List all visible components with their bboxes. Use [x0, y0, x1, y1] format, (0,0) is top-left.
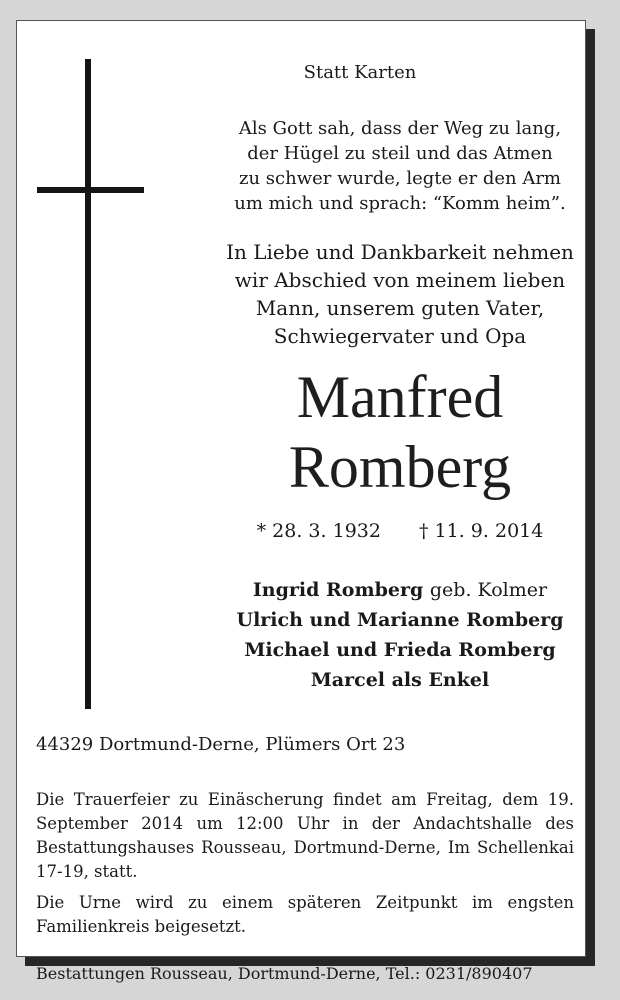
poem-line: um mich und sprach: “Komm heim”.: [234, 193, 566, 214]
urn-paragraph: Die Urne wird zu einem späteren Zeitpunkt im engsten Familienkreis beigesetzt.: [36, 893, 574, 936]
mourners-list: [180, 575, 620, 695]
wife-name: Ingrid Romberg: [252, 579, 424, 601]
intro-line: Schwiegervater und Opa: [273, 324, 527, 348]
mourner-line: Marcel als Enkel: [310, 669, 490, 691]
death-date: † 11. 9. 2014: [419, 520, 544, 542]
footer-divider: [16, 957, 586, 958]
last-name: Romberg: [288, 434, 512, 500]
intro-line: In Liebe und Dankbarkeit nehmen: [226, 240, 574, 264]
cross-vertical-bar: [85, 59, 91, 709]
mourner-line: Ulrich und Marianne Romberg: [236, 609, 564, 631]
intro-line: wir Abschied von meinem lieben: [234, 268, 566, 292]
family-address: 44329 Dortmund-Derne, Plümers Ort 23: [36, 734, 406, 755]
intro-text: [180, 238, 620, 350]
wife-birth-name: geb. Kolmer: [429, 579, 548, 601]
cross-horizontal-bar: [37, 187, 144, 193]
deceased-name: [180, 362, 620, 502]
ceremony-paragraph: Die Trauerfeier zu Einäscherung findet am Freitag, dem 19. September 2014 um 12:00 Uhr in der Andachtshalle des Bestattungshauses Rousseau, Dortmund-Derne, Im Schellenkai 17-19, statt.: [36, 790, 574, 881]
mourner-wife: [180, 575, 620, 605]
poem-line: zu schwer wurde, legte er den Arm: [239, 168, 561, 189]
poem-line: der Hügel zu steil und das Atmen: [247, 143, 553, 164]
intro-line: Mann, unserem guten Vater,: [255, 296, 545, 320]
poem: [180, 116, 620, 216]
first-name: Manfred: [296, 364, 504, 430]
birth-date: * 28. 3. 1932: [256, 520, 381, 542]
mourner-line: Michael und Frieda Romberg: [244, 639, 556, 661]
header-statt-karten: Statt Karten: [303, 62, 417, 83]
funeral-home-footer: Bestattungen Rousseau, Dortmund-Derne, Tel.: 0231/890407: [36, 964, 533, 983]
life-dates: [180, 520, 620, 542]
poem-line: Als Gott sah, dass der Weg zu lang,: [238, 118, 562, 139]
